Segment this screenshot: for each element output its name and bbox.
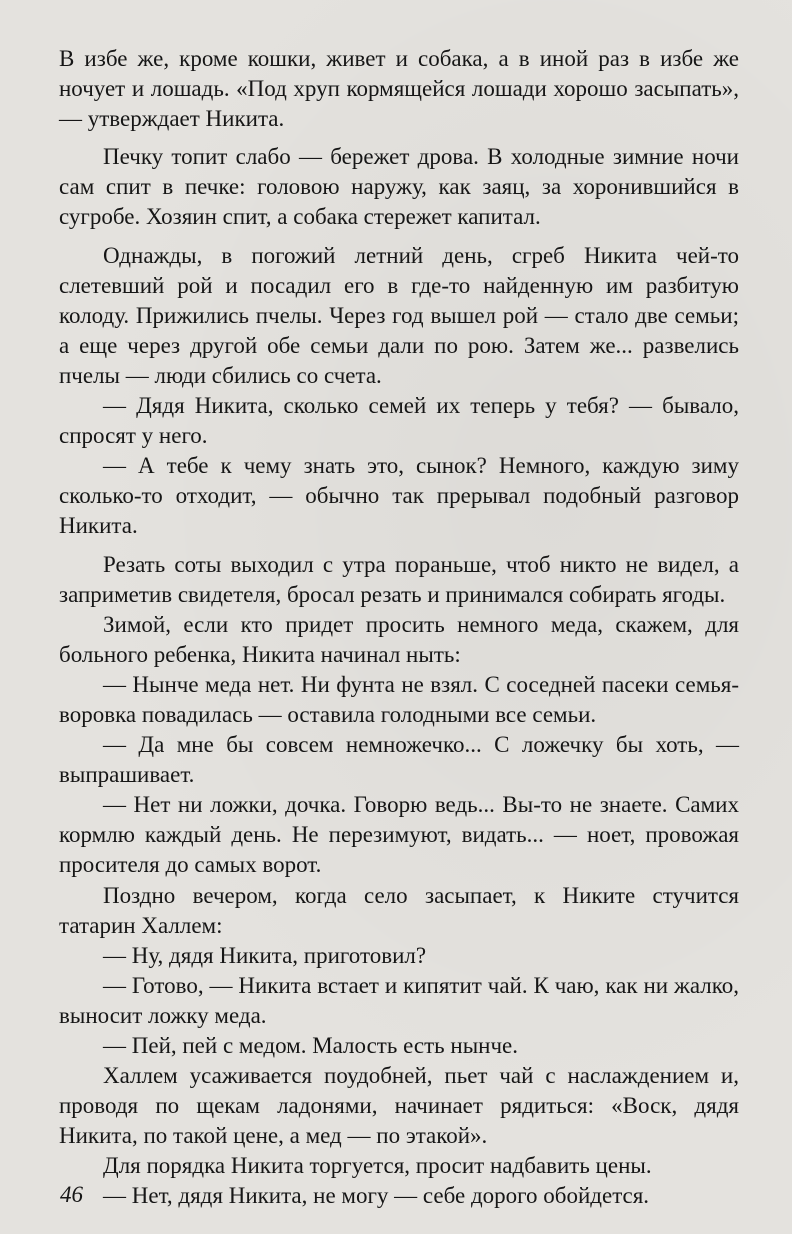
paragraph-4: — Дядя Никита, сколько семей их теперь у тебя? — бывало, спросят у него. bbox=[59, 393, 739, 449]
paragraph-8: — Нынче меда нет. Ни фунта не взял. С соседней пасеки семья-воровка повадилась — оставила голодными все семьи. bbox=[59, 671, 739, 727]
paragraph-15: Халлем усаживается поудобней, пьет чай с наслаждением и, проводя по щекам ладонями, начинает рядиться: «Воск, дядя Никита, по такой цене, а мед — по этакой». bbox=[59, 1063, 739, 1149]
paragraph-2: Печку топит слабо — бережет дрова. В холодные зимние ночи сам спит в печке: головою наружу, как заяц, за хоронившийся в сугробе. Хозяин спит, а собака стережет капитал. bbox=[59, 144, 739, 230]
paragraph-3: Однажды, в погожий летний день, сгреб Никита чей-то слетевший рой и посадил его в где-то найденную им разбитую колоду. Прижились пчелы. Через год вышел рой — стало две семьи; а еще через другой обе семьи дали по рою. Затем же... развелись пчелы — люди сбились со счета. bbox=[59, 242, 739, 388]
page-number: 46 bbox=[60, 1182, 83, 1207]
paragraph-11: Поздно вечером, когда село засыпает, к Никите стучится татарин Халлем: bbox=[59, 882, 739, 938]
paragraph-10: — Нет ни ложки, дочка. Говорю ведь... Вы-то не знаете. Самих кормлю каждый день. Не перезимуют, видать... — ноет, провожая просителя до самых ворот. bbox=[59, 792, 739, 878]
paragraph-9: — Да мне бы совсем немножечко... С ложечку бы хоть, — выпрашивает. bbox=[59, 732, 739, 788]
paragraph-1: В избе же, кроме кошки, живет и собака, а в иной раз в избе же ночует и лошадь. «Под хруп кормящейся лошади хорошо засыпать», — утверждает Никита. bbox=[59, 46, 739, 132]
page-text bbox=[59, 44, 739, 1212]
paragraph-14: — Пей, пей с медом. Малость есть нынче. bbox=[103, 1033, 518, 1058]
paragraph-17: — Нет, дядя Никита, не могу — себе дорого обойдется. bbox=[103, 1183, 650, 1209]
paragraph-6: Резать соты выходил с утра пораньше, чтоб никто не видел, а заприметив свидетеля, бросал резать и принимался собирать ягоды. bbox=[59, 551, 739, 607]
paragraph-13: — Готово, — Никита встает и кипятит чай. К чаю, как ни жалко, выносит ложку меда. bbox=[59, 972, 739, 1028]
paragraph-7: Зимой, если кто придет просить немного меда, скажем, для больного ребенка, Никита начинал ныть: bbox=[59, 611, 739, 667]
paragraph-12: — Ну, дядя Никита, приготовил? bbox=[103, 942, 427, 968]
paragraph-16: Для порядка Никита торгуется, просит надбавить цены. bbox=[103, 1153, 652, 1179]
paragraph-5: — А тебе к чему знать это, сынок? Немного, каждую зиму сколько-то отходит, — обычно так прерывал подобный разговор Никита. bbox=[59, 453, 739, 539]
